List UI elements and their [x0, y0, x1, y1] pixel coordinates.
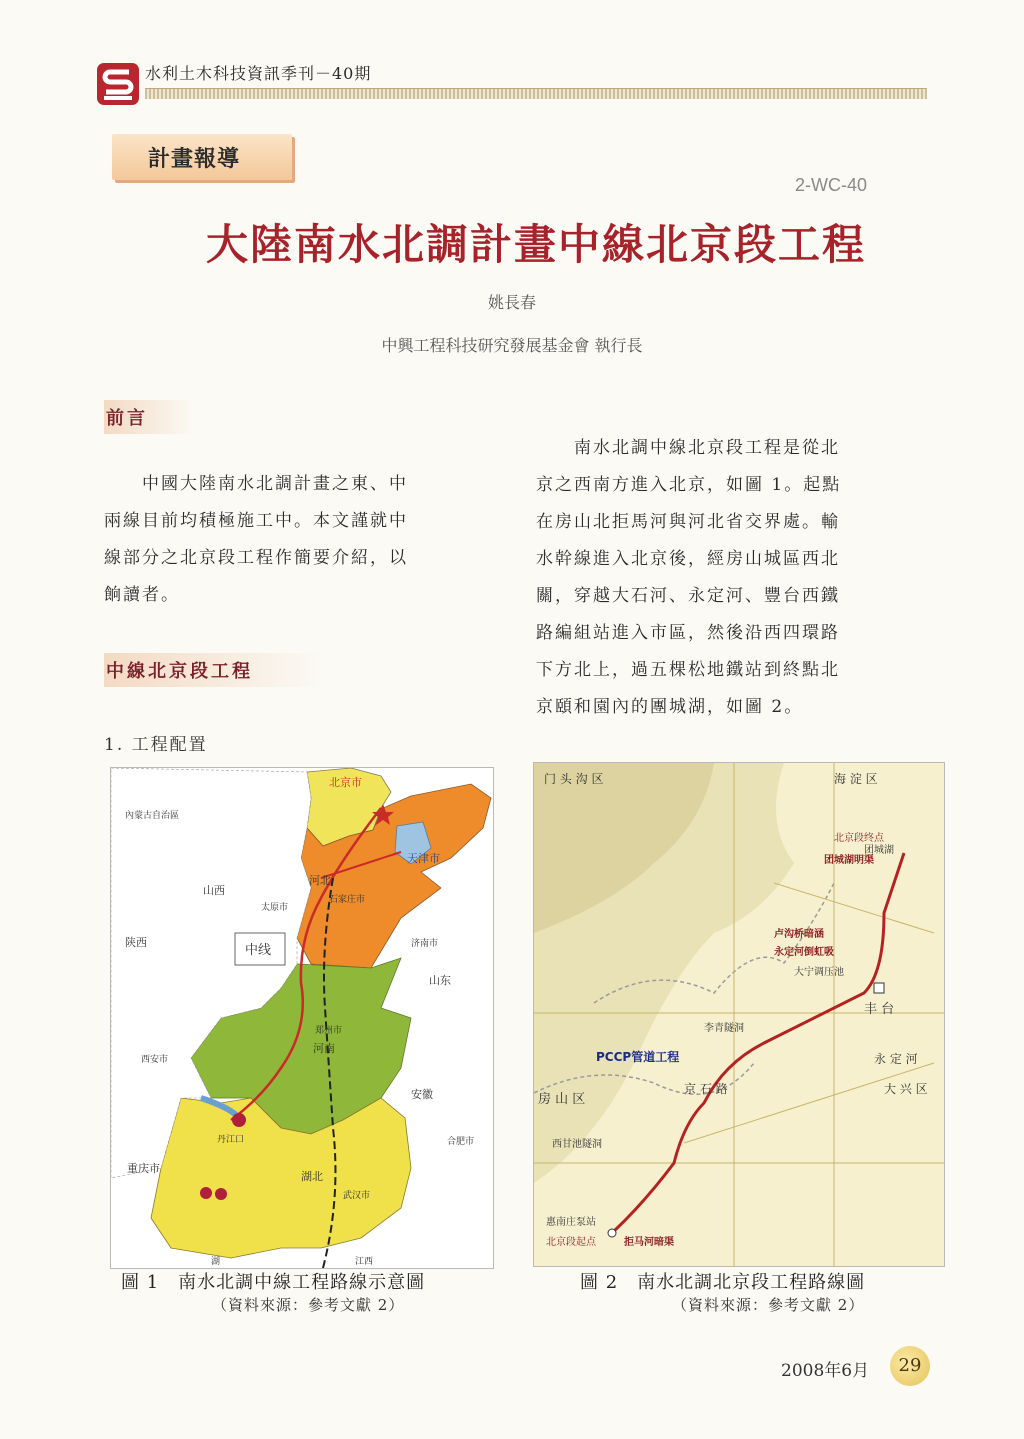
figure-2-source: （資料來源：參考文獻 2） — [672, 1296, 865, 1314]
label-shanxi: 山西 — [203, 884, 225, 897]
figure-1-source: （資料來源：參考文獻 2） — [212, 1296, 405, 1314]
label-chongqing: 重庆市 — [127, 1162, 160, 1175]
figure-2-caption: 圖 2 南水北調北京段工程路線圖 — [580, 1272, 866, 1293]
label-huinanzhuang: 惠南庄泵站 — [546, 1217, 596, 1228]
author-affiliation: 中興工程科技研究發展基金會 執行長 — [381, 336, 643, 355]
label-danjiangkou: 丹江口 — [217, 1135, 245, 1145]
label-shandong: 山东 — [429, 974, 451, 987]
label-xiganchi-tunnel: 西甘池隧洞 — [552, 1139, 602, 1150]
author-name: 姚長春 — [487, 293, 536, 312]
document-code: 2-WC-40 — [795, 175, 868, 195]
label-regulating-pool: 大宁调压池 — [794, 967, 844, 978]
paragraph-line: 南水北調中線北京段工程是從北 — [536, 438, 840, 458]
paragraph-line: 線部分之北京段工程作簡要介紹，以 — [104, 548, 408, 568]
label-pccp: PCCP管道工程 — [596, 1050, 680, 1064]
article-title: 大陸南水北調計畫中線北京段工程 — [206, 220, 867, 269]
label-beijing: 北京市 — [329, 776, 362, 789]
label-yongding-siphon: 永定河倒虹吸 — [774, 947, 834, 958]
heading-project-layout: 1. 工程配置 — [104, 735, 208, 755]
label-road: 京 石 路 — [684, 1082, 728, 1096]
paragraph-line: 京頤和園內的團城湖，如圖 2。 — [536, 697, 804, 717]
journal-title: 水利土木科技資訊季刊－40期 — [145, 64, 372, 83]
label-zhengzhou: 郑州市 — [315, 1026, 343, 1036]
label-endpoint: 北京段终点 — [834, 833, 884, 844]
paragraph-line: 餉讀者。 — [104, 585, 180, 605]
label-taiyuan: 太原市 — [261, 903, 289, 913]
section-tag-label: 計畫報導 — [148, 147, 241, 172]
foreword-paragraph — [104, 466, 408, 614]
figure-1-caption: 圖 1 南水北調中線工程路線示意圖 — [121, 1272, 426, 1293]
heading-middle-line: 中線北京段工程 — [104, 653, 324, 687]
label-startpoint: 北京段起点 — [546, 1237, 596, 1248]
label-tianjin: 天津市 — [407, 852, 440, 865]
paragraph-line: 兩線目前均積極施工中。本文謹就中 — [104, 511, 408, 531]
label-juma-culvert: 拒马河暗渠 — [624, 1237, 674, 1248]
label-xian: 西安市 — [141, 1055, 169, 1065]
label-hunan: 湖 — [211, 1257, 221, 1267]
label-anhui: 安徽 — [411, 1088, 433, 1101]
paragraph-line: 在房山北拒馬河與河北省交界處。輸 — [536, 512, 840, 532]
label-tuancheng-canal: 团城湖明渠 — [824, 855, 874, 866]
label-jiangxi: 江西 — [355, 1257, 374, 1267]
route-map-graphic — [111, 768, 493, 1268]
route-description-paragraph — [536, 430, 841, 726]
paragraph-line: 京之西南方進入北京，如圖 1。起點 — [536, 475, 842, 495]
paragraph-line: 路編組站進入市區，然後沿西四環路 — [536, 623, 840, 643]
label-daxing: 大 兴 区 — [884, 1082, 928, 1096]
label-middle-line: 中线 — [245, 943, 272, 958]
label-hefei: 合肥市 — [447, 1137, 475, 1147]
label-wuhan: 武汉市 — [343, 1191, 371, 1201]
label-shijiazhuang: 石家庄市 — [329, 895, 366, 905]
heading-foreword: 前言 — [104, 400, 194, 434]
label-lugouqiao: 卢沟桥暗涵 — [774, 929, 824, 940]
paragraph-line: 水幹線進入北京後，經房山城區西北 — [536, 549, 840, 569]
journal-logo-icon — [96, 62, 140, 106]
label-liqing-tunnel: 李青隧洞 — [704, 1023, 744, 1034]
danjiangkou-dot — [232, 1113, 246, 1127]
section-tag — [112, 134, 292, 180]
label-inner-mongolia: 內蒙古自治區 — [125, 811, 180, 821]
label-haidian: 海 淀 区 — [834, 772, 878, 786]
figure-1-route-map — [110, 767, 494, 1269]
label-mentougou: 门 头 沟 区 — [544, 772, 604, 786]
label-yongding-river: 永 定 河 — [874, 1052, 918, 1066]
page-number: 29 — [890, 1346, 930, 1386]
paragraph-line: 關，穿越大石河、永定河、豐台西鐵 — [536, 586, 840, 606]
label-jinan: 济南市 — [411, 939, 439, 949]
issue-date: 2008年6月 — [781, 1361, 870, 1381]
label-hebei: 河北 — [309, 874, 331, 887]
label-shaanxi: 陕西 — [125, 936, 147, 949]
label-fangshan: 房 山 区 — [538, 1092, 586, 1107]
label-fengtai: 丰 台 — [864, 1002, 895, 1017]
figure-2-beijing-route-map — [533, 762, 945, 1267]
label-tuancheng: 团城湖 — [864, 845, 894, 856]
label-henan: 河南 — [313, 1042, 335, 1055]
paragraph-line: 中國大陸南水北調計畫之東、中 — [104, 474, 408, 494]
paragraph-line: 下方北上，過五棵松地鐵站到終點北 — [536, 660, 840, 680]
label-hubei: 湖北 — [301, 1170, 323, 1183]
beijing-route-graphic — [534, 763, 944, 1266]
header-divider — [145, 88, 927, 99]
